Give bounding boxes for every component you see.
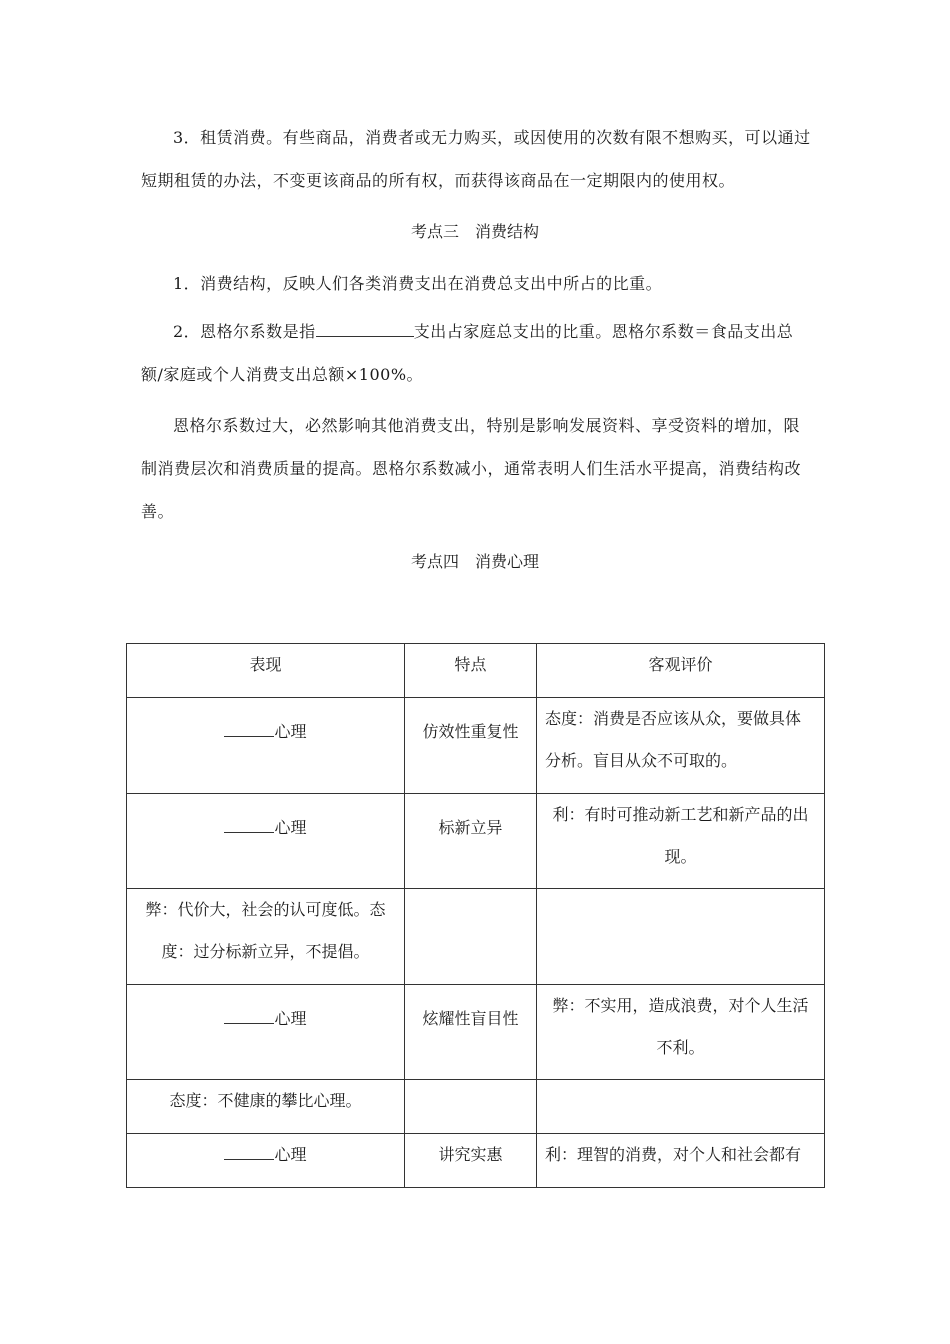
table-cell: 态度：不健康的攀比心理。 <box>127 1080 405 1134</box>
table-cell: 态度：消费是否应该从众，要做具体分析。盲目从众不可取的。 <box>537 698 825 794</box>
section-heading-consumption-psychology: 考点四 消费心理 <box>410 552 539 571</box>
table-row <box>127 889 825 985</box>
table-header-row <box>127 644 825 698</box>
table-row <box>127 985 825 1080</box>
fill-blank <box>316 318 414 337</box>
header-cell-feature: 特点 <box>405 644 537 698</box>
cell-text: 心理 <box>274 722 307 741</box>
table-cell <box>127 698 405 794</box>
table-cell: 利：有时可推动新工艺和新产品的出现。 <box>537 794 825 889</box>
cell-text: 心理 <box>274 1009 307 1028</box>
paragraph-rental-consumption: 3．租赁消费。有些商品，消费者或无力购买，或因使用的次数有限不想购买，可以通过短期租赁的办法，不变更该商品的所有权，而获得该商品在一定期限内的使用权。 <box>141 128 811 190</box>
table-cell <box>405 1080 537 1134</box>
table-row <box>127 1080 825 1134</box>
table-row <box>127 1134 825 1188</box>
table-cell <box>537 1080 825 1134</box>
cell-text: 心理 <box>274 1145 307 1164</box>
paragraph-engel-impact: 恩格尔系数过大，必然影响其他消费支出，特别是影响发展资料、享受资料的增加，限制消费层次和消费质量的提高。恩格尔系数减小，通常表明人们生活水平提高，消费结构改善。 <box>141 416 802 521</box>
table-row <box>127 794 825 889</box>
table-row <box>127 698 825 794</box>
table-cell <box>537 889 825 985</box>
table-cell: 弊：不实用，造成浪费，对个人生活不利。 <box>537 985 825 1080</box>
section-heading-consumption-structure: 考点三 消费结构 <box>410 222 539 241</box>
consumption-psychology-table <box>126 643 825 1188</box>
cell-text: 心理 <box>274 818 307 837</box>
table-cell: 炫耀性盲目性 <box>405 985 537 1080</box>
fill-blank <box>224 816 274 833</box>
fill-blank <box>224 720 274 737</box>
table-cell: 利：理智的消费，对个人和社会都有 <box>537 1134 825 1188</box>
table-cell <box>127 1134 405 1188</box>
fill-blank <box>224 1007 274 1024</box>
table-cell: 弊：代价大，社会的认可度低。态度：过分标新立异，不提倡。 <box>127 889 405 985</box>
header-cell-expression: 表现 <box>127 644 405 698</box>
engel-text-start: 2．恩格尔系数是指 <box>173 322 316 341</box>
table-cell <box>405 889 537 985</box>
table-cell <box>127 985 405 1080</box>
header-cell-evaluation: 客观评价 <box>537 644 825 698</box>
table-cell: 仿效性重复性 <box>405 698 537 794</box>
table-cell <box>127 794 405 889</box>
paragraph-engel-coefficient <box>141 310 813 396</box>
table-cell: 讲究实惠 <box>405 1134 537 1188</box>
engel-text-end: 支出占家庭总支出的比重。恩格尔系数＝食品支出总额/家庭或个人消费支出总额×100%。 <box>141 322 794 384</box>
paragraph-consumption-structure: 1．消费结构，反映人们各类消费支出在消费总支出中所占的比重。 <box>173 274 663 293</box>
fill-blank <box>224 1143 274 1160</box>
table-cell: 标新立异 <box>405 794 537 889</box>
